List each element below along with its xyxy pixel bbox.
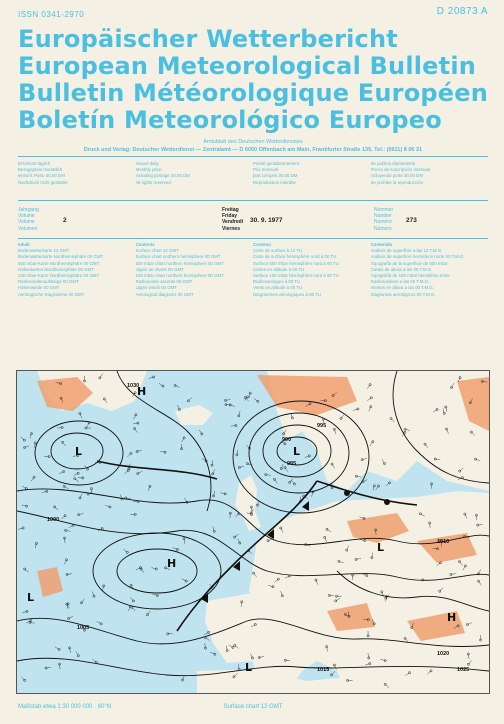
contents-line: Radiosondages à 00 TU [253,279,301,285]
contents-line: Análisis de superficie a las 12 T.M.G. [370,248,443,254]
wind-barb [127,453,130,457]
wind-barb [181,444,182,449]
info-line: Monthly price [135,167,162,173]
contents-line: 100 mbar chart northern hemisphere 00 GMT [135,273,224,279]
contents-line: Vientos en altura a las 00 T.M.G. [370,285,435,291]
contents-line: Surface 100 mbar hémisphère nord à 00 TU [253,273,339,279]
isobar-label: 1015 [317,667,330,673]
station-circle [213,530,215,532]
volume-label: Volume [18,219,35,226]
divider [18,156,488,157]
wind-barb [332,671,336,675]
land-masses [37,371,489,693]
wind-barb [62,516,66,519]
contents-line: Aerologische Diagramme 00 GMT [18,291,85,297]
contents-line: Radiosondenaufstiege 00 GMT [18,279,79,285]
title-french: Bulletin Météorologique Européen [18,79,489,107]
issn-number: ISSN 0341-2970 [18,10,85,19]
wind-barb [205,638,209,641]
station-circle [308,455,310,457]
wind-barb [125,471,129,474]
wind-barb [76,651,79,655]
station-circle [100,623,102,625]
map-scale: Maßstab etwa 1:30 000 000 · 60°N [18,704,112,710]
header-bar [18,6,488,20]
subscription-info [18,161,488,186]
wind-barb [386,483,390,486]
low-pressure-center: L [27,591,35,604]
contents-line: Surface 500 mbar hémisphère nord à 00 TU [253,260,339,266]
isobar-label: 1020 [437,651,450,657]
wind-barb [246,445,250,449]
contents-line: Surface chart 12 GMT [135,248,179,254]
iberia-landmass [205,593,267,663]
contents-column [371,242,489,298]
high-pressure-center: H [447,611,457,624]
info-line: Nachdruck nicht gestattet [18,179,68,185]
contents-line: 100 mbar-Karte Nordhemisphäre 00 GMT [18,273,100,279]
wind-barb [199,430,202,434]
contents-line: Höhenwinde 00 GMT [18,285,60,291]
station-circle [183,437,185,439]
info-line: Se publica diariamente [370,161,416,166]
contents-title: Inhalt [18,242,30,247]
isobar-label: 990 [282,437,292,443]
info-line: Bezugspreis monatlich [18,167,63,173]
occluded-front [97,461,217,479]
title-spanish: Boletín Meteorológico Europeo [18,106,442,134]
isobar-label: 1000 [47,517,60,523]
day-label: Vendredi [222,219,244,226]
info-line: including postage 30,00 DM [135,173,190,179]
wind-barb [159,383,163,386]
wind-barb [130,597,133,601]
wind-barb [182,438,185,442]
number-label: Number [374,213,392,220]
volume-labels [18,207,39,232]
title-block [18,26,494,134]
contents-line: Análisis de superficie hemisferio norte 00 T.M.G. [370,254,465,260]
station-circle [77,472,79,474]
wind-barb [249,551,253,554]
wind-barb [82,599,85,603]
contents-title: Contents [135,242,155,247]
info-line: Issued daily [135,161,159,166]
day-label: Freitag [222,207,239,213]
day-labels [222,207,243,232]
number-labels [374,207,393,232]
contents-table [18,242,488,298]
info-line: All rights reserved [135,179,171,185]
wind-barb [87,423,89,427]
station-circle [373,485,375,487]
isobar-label: 1005 [77,625,90,631]
wind-barb [132,607,135,611]
contents-line: 500 mbar chart northern hemisphere 00 GMT [135,260,224,266]
isobar [117,371,211,511]
wind-barb [138,471,143,473]
day-label: Viernes [222,225,240,232]
contents-line: Cartes en altitude à 00 TU [253,266,305,272]
wind-barb [147,611,150,615]
issue-block [18,205,488,237]
contents-column [18,242,136,298]
contents-line: Aerological diagrams 00 GMT [135,291,194,297]
wind-barb [21,677,25,681]
divider [18,200,488,201]
wind-barb [64,486,68,489]
info-column [136,161,254,186]
info-column [371,161,489,186]
volume-label: Volumen [18,225,38,232]
title-german: Europäischer Wetterbericht [18,25,398,53]
volume-value: 2 [63,217,67,224]
contents-line: Diagrammes aérologiques à 00 TU [253,291,322,297]
number-label: Número [374,225,392,232]
wind-barb [135,429,138,433]
contents-title: Contenu [253,242,271,247]
contents-title: Contenido [370,242,393,247]
wind-barb [376,486,379,490]
surface-weather-map [16,370,490,694]
publisher-line-2: Druck und Verlag: Deutscher Wetterdienst — Zentralamt — D 6050 Offenbach am Main, Frankfurter Straße 135, Tel.: (0611) 8 06 21 [83,147,423,153]
contents-line: Topografía de 100 mbar hemisferio norte [370,273,450,279]
iceland-landmass [175,405,213,425]
contents-line: Carte de surface à 12 TU [253,248,303,254]
info-line: Erscheint täglich [18,161,51,166]
contents-line: Diagramas aerológicos 00 T.M.G. [370,291,436,297]
station-circle [280,468,282,470]
wind-barb [291,480,294,484]
weather-map-svg [17,371,489,693]
info-line: Se prohibe la reproducción [370,179,423,185]
contents-line: Bodenwetterkarte 12 GMT [18,248,70,254]
wind-barb [93,659,97,662]
precip-area [37,567,63,597]
isobar-label: 995 [317,423,327,429]
contents-line: Cartas de altura a las 00 T.M.G. [370,266,433,272]
warm-front-semicircle [344,490,350,496]
number-label: Numéro [374,219,392,226]
britain-landmass [235,475,261,531]
contents-line: Bodenwetterkarte Nordhemisphäre 00 GMT [18,254,104,260]
contents-line: Topografía de la superficie de 500 mbar [370,260,448,266]
station-circle [77,655,79,657]
contents-line: Surface chart northern hemisphere 00 GMT [135,254,221,260]
wind-barb [123,549,127,552]
wind-barb [31,477,34,481]
station-circle [229,404,231,406]
warm-front-semicircle [384,499,390,505]
wind-barb [235,534,239,537]
wind-barb [75,479,79,482]
isobar-label: 1010 [437,539,450,545]
info-line: Reproduction interdite [253,179,296,185]
low-pressure-center: L [377,541,385,554]
contents-column [253,242,371,298]
map-caption: Surface chart 12 GMT [223,704,283,710]
station-circle [238,466,240,468]
divider [18,238,488,239]
info-line: incluyendo porte 30,00 DM [370,173,423,179]
contents-line: Upper air charts 00 GMT [135,266,184,272]
contents-line: Höhenkarten Nordhemisphäre 00 GMT [18,266,94,272]
publisher-block [18,138,488,154]
wind-barb [25,569,29,572]
wind-barb [188,398,192,401]
wind-barb [63,442,66,446]
contents-line: Upper winds 00 GMT [135,285,177,291]
info-line: Prix mensuel [253,167,279,173]
contents-line: Carte de surface hémisphère nord à 00 TU [253,254,337,260]
info-column [253,161,371,186]
info-column [18,161,136,186]
publisher-line-1: Amtsblatt des Deutschen Wetterdienstes [203,139,303,145]
wind-barb [64,560,66,564]
wind-barb [235,514,239,517]
station-circle [135,414,137,416]
wind-barb [275,479,278,483]
wind-barb [22,486,26,489]
isobar-label: 985 [287,461,297,467]
low-pressure-center: L [293,445,301,458]
number-label: Nummer [374,207,394,213]
high-pressure-center: H [137,385,147,398]
issue-date: 30. 9. 1977 [250,217,283,224]
wind-barb [254,398,258,401]
wind-barb [69,525,73,528]
volume-label: Jahrgang [18,207,39,213]
issue-number: 273 [406,217,417,224]
low-pressure-center: L [245,661,253,674]
map-footer [18,700,488,716]
isobar-label: 1025 [457,667,470,673]
station-circle [149,485,151,487]
contents-line: 500 mbar-Karte Nordhemisphäre 00 GMT [18,260,100,266]
contents-line: Radiosondeos a las 00 T.M.G. [370,279,430,285]
wind-barb [184,498,187,502]
contents-line: Vents en altitude à 00 TU [253,285,303,291]
title-english: European Meteorological Bulletin [18,52,477,80]
cold-front-triangle [302,501,309,511]
high-pressure-center: H [167,557,177,570]
volume-label: Volume [18,213,35,220]
info-line: port compris 30,00 DM [253,173,298,179]
wind-barb [55,647,59,650]
info-line: Precio de suscripción mensual [370,167,431,173]
contents-line: Radiosonde ascents 00 GMT [135,279,193,285]
info-line: einschl. Porto 30,00 DM [18,173,65,179]
isobar [117,549,197,593]
station-circle [58,648,60,650]
station-circle [137,473,139,475]
wind-barb [21,437,25,440]
day-label: Friday [222,213,238,220]
wind-barb [141,569,144,573]
wind-barb [55,507,59,510]
low-pressure-center: L [75,445,83,458]
station-circle [63,485,65,487]
contents-column [136,242,254,298]
info-line: Publié quotidiennement [253,161,299,166]
isobar-label: 1030 [127,383,140,389]
publication-code: D 20873 A [436,6,488,17]
wind-barb [285,468,288,472]
